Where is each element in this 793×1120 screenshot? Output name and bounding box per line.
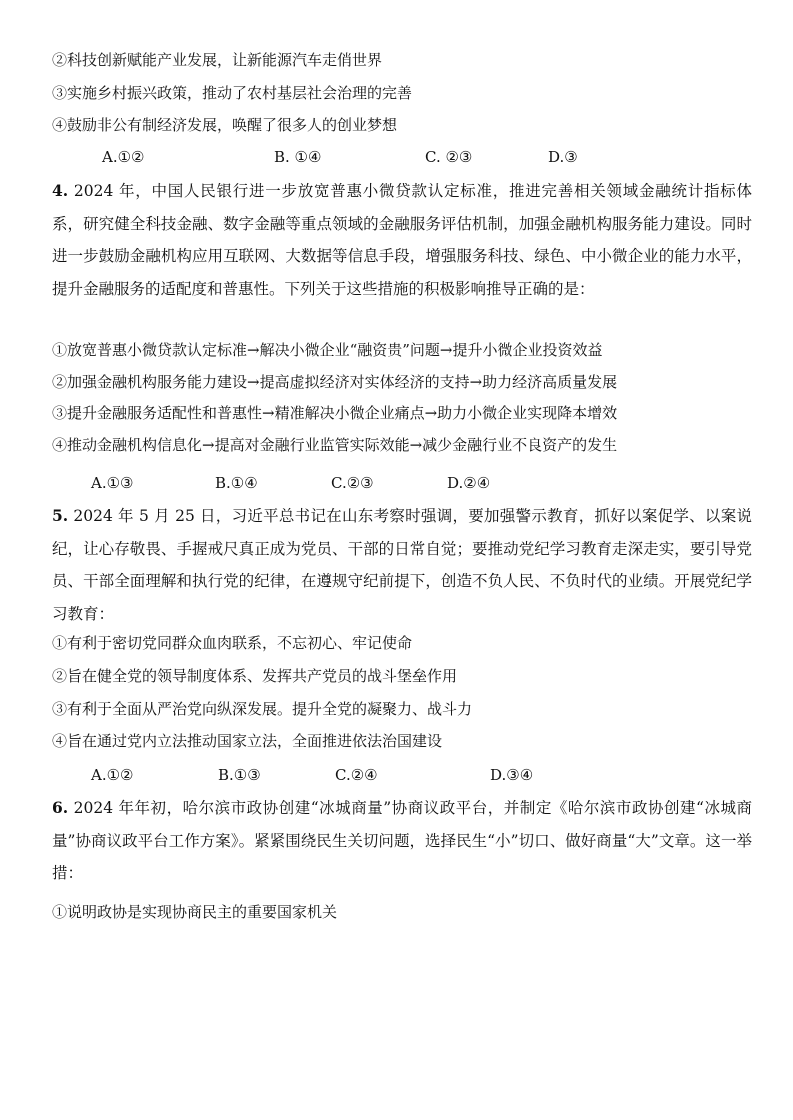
q4-option-b[interactable]: B.①④ xyxy=(215,474,258,492)
q4-statement-2: ②加强金融机构服务能力建设→提高虚拟经济对实体经济的支持→助力经济高质量发展 xyxy=(52,373,618,391)
q6-statement-1: ①说明政协是实现协商民主的重要国家机关 xyxy=(52,903,338,921)
q4-number: 4. xyxy=(52,181,69,200)
q3-statement-3: ③实施乡村振兴政策，推动了农村基层社会治理的完善 xyxy=(52,84,413,102)
q6-stem-text: 2024 年年初，哈尔滨市政协创建“冰城商量”协商议政平台，并制定《哈尔滨市政协创建“冰城商量”协商议政平台工作方案》。紧紧围绕民生关切问题，选择民生“小”切口、做好商量“大”文章。这一举措： xyxy=(52,799,752,882)
q4-option-a[interactable]: A.①③ xyxy=(91,474,134,492)
q5-option-c[interactable]: C.②④ xyxy=(335,766,378,784)
q4-stem-text: 2024 年，中国人民银行进一步放宽普惠小微贷款认定标准，推进完善相关领域金融统计指标体系，研究健全科技金融、数字金融等重点领域的金融服务评估机制，加强金融机构服务能力建设。同时进一步鼓励金融机构应用互联网、大数据等信息手段，增强服务科技、绿色、中小微企业的能力水平，提升金融服务的适配度和普惠性。下列关于这些措施的积极影响推导正确的是： xyxy=(52,182,752,298)
q4-option-d[interactable]: D.②④ xyxy=(447,474,491,492)
q3-option-c[interactable]: C. ②③ xyxy=(425,148,473,166)
q5-option-b[interactable]: B.①③ xyxy=(218,766,261,784)
q6-number: 6. xyxy=(52,798,69,817)
q4-statement-3: ③提升金融服务适配性和普惠性→精准解决小微企业痛点→助力小微企业实现降本增效 xyxy=(52,404,618,422)
q6-stem xyxy=(52,792,752,890)
q3-option-a[interactable]: A.①② xyxy=(102,148,145,166)
q5-statement-1: ①有利于密切党同群众血肉联系，不忘初心、牢记使命 xyxy=(52,634,413,652)
q4-statement-1: ①放宽普惠小微贷款认定标准→解决小微企业“融资贵”问题→提升小微企业投资效益 xyxy=(52,341,603,359)
q4-option-c[interactable]: C.②③ xyxy=(331,474,374,492)
q4-options xyxy=(0,472,793,494)
q3-options xyxy=(0,146,793,168)
q3-statement-2: ②科技创新赋能产业发展，让新能源汽车走俏世界 xyxy=(52,51,383,69)
q4-stem xyxy=(52,175,752,305)
q5-options xyxy=(0,764,793,786)
q5-statement-4: ④旨在通过党内立法推动国家立法，全面推进依法治国建设 xyxy=(52,732,443,750)
q5-statement-3: ③有利于全面从严治党向纵深发展。提升全党的凝聚力、战斗力 xyxy=(52,700,473,718)
q3-statement-4: ④鼓励非公有制经济发展，唤醒了很多人的创业梦想 xyxy=(52,116,398,134)
q5-number: 5. xyxy=(52,506,69,525)
q5-option-d[interactable]: D.③④ xyxy=(490,766,534,784)
q5-stem-text: 2024 年 5 月 25 日，习近平总书记在山东考察时强调，要加强警示教育，抓好以案促学、以案说纪，让心存敬畏、手握戒尺真正成为党员、干部的日常自觉；要推动党纪学习教育走深走实，要引导党员、干部全面理解和执行党的纪律，在遵规守纪前提下，创造不负人民、不负时代的业绩。开展党纪学习教育： xyxy=(52,507,752,623)
q5-option-a[interactable]: A.①② xyxy=(91,766,134,784)
q4-statement-4: ④推动金融机构信息化→提高对金融行业监管实际效能→减少金融行业不良资产的发生 xyxy=(52,436,618,454)
q5-stem xyxy=(52,500,752,630)
q5-statement-2: ②旨在健全党的领导制度体系、发挥共产党员的战斗堡垒作用 xyxy=(52,667,458,685)
q3-option-d[interactable]: D.③ xyxy=(548,148,578,166)
q3-option-b[interactable]: B. ①④ xyxy=(274,148,322,166)
